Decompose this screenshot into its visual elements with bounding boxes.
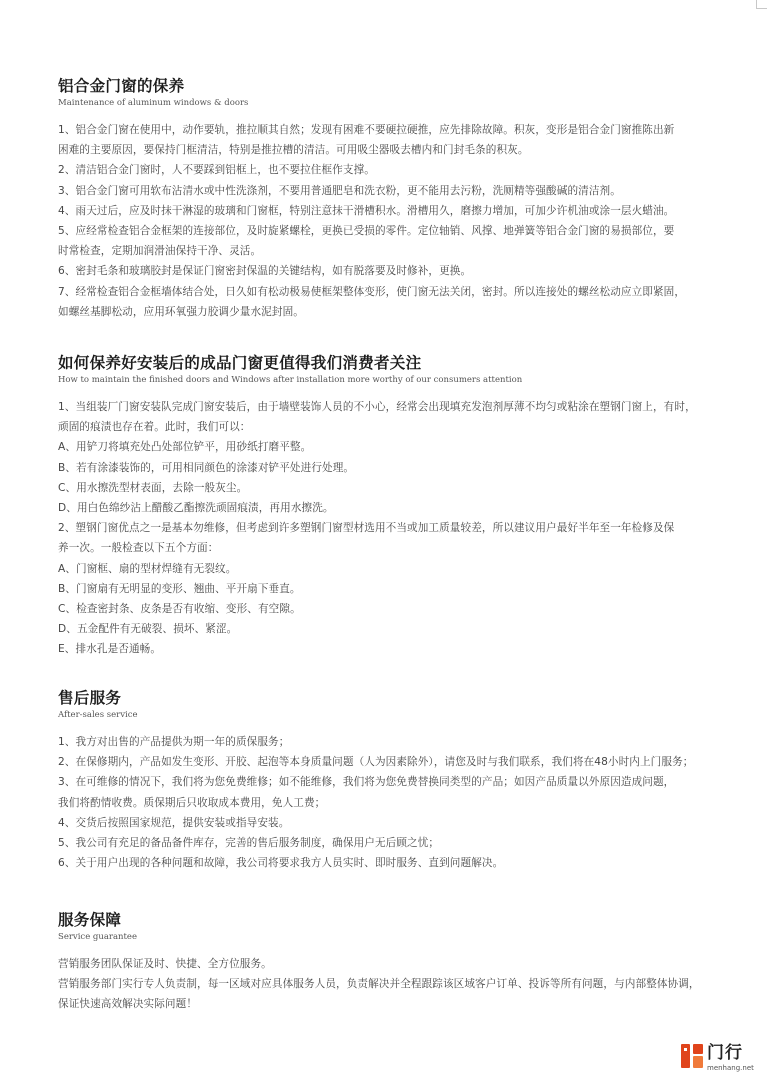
section-subtitle: How to maintain the finished doors and Windows after installation more worthy of our consumers attention: [58, 375, 523, 385]
section-service-guarantee: [58, 911, 715, 1015]
paragraph-line: C、用水擦洗型材表面，去除一般灰尘。: [58, 481, 248, 494]
paragraph-line: 2、塑钢门窗优点之一是基本勿维修，但考虑到许多塑钢门窗型材选用不当或加工质量较差，所以建议用户最好半年至一年检修及保: [58, 522, 675, 535]
paragraph-line: 营销服务部门实行专人负责制，每一区域对应具体服务人员，负责解决并全程跟踪该区域客户订单、投诉等所有问题，与内部整体协调，: [58, 978, 700, 991]
paragraph-line: 5、应经常检查铝合金框架的连接部位，及时旋紧螺栓，更换已受损的零件。定位轴销、风撑、地弹簧等铝合金门窗的易损部位，要: [58, 225, 675, 238]
paragraph-line: 2、清洁铝合金门窗时，人不要踩到铝框上，也不要拉住框作支撑。: [58, 164, 375, 177]
paragraph-line: 5、我公司有充足的备品备件库存，完善的售后服务制度，确保用户无后顾之忧；: [58, 837, 440, 850]
paragraph-line: 如螺丝基脚松动，应用环氧强力胶调少量水泥封固。: [58, 305, 304, 318]
logo-name: 门行: [707, 1043, 743, 1063]
section-title: 服务保障: [58, 911, 122, 929]
page-corner-mark: [756, 0, 767, 9]
paragraph-line: 1、铝合金门窗在使用中，动作要轨，推拉顺其自然；发现有困难不要硬拉硬推，应先排除故障。积灰，变形是铝合金门窗推陈出新: [58, 124, 675, 136]
paragraph-line: 保证快速高效解决实际问题！: [58, 998, 198, 1011]
section-installation-care: [58, 354, 715, 660]
paragraph-line: D、用白色绵纱沾上醋酸乙酯擦洗顽固痕渍，再用水擦洗。: [58, 502, 334, 515]
paragraph-line: 我们将酌情收费。质保期后只收取成本费用，免人工费；: [58, 796, 326, 809]
paragraph-line: B、门窗扇有无明显的变形、翘曲、平开扇下垂直。: [58, 582, 301, 595]
section-title: 如何保养好安装后的成品门窗更值得我们消费者关注: [58, 354, 422, 372]
menhang-logo: [680, 1042, 760, 1076]
paragraph-line: A、门窗框、扇的型材焊缝有无裂纹。: [58, 562, 237, 575]
paragraph-line: E、排水孔是否通畅。: [58, 643, 162, 656]
paragraph-line: D、五金配件有无破裂、损坏、紧涩。: [58, 623, 238, 636]
paragraph-line: C、检查密封条、皮条是否有收缩、变形、有空隙。: [58, 603, 301, 616]
paragraph-line: 时常检查，定期加润滑油保持干净、灵活。: [58, 245, 262, 258]
paragraph-line: 3、在可维修的情况下，我们将为您免费维修；如不能维修，我们将为您免费替换同类型的产品；如因产品质量以外原因造成问题，: [58, 776, 675, 789]
section-after-sales: [58, 689, 715, 873]
section-title: 铝合金门窗的保养: [58, 77, 185, 95]
paragraph-line: B、若有涂漆装饰的，可用相同颜色的涂漆对铲平处进行处理。: [58, 461, 355, 474]
section-title: 售后服务: [58, 689, 122, 707]
paragraph-line: 养一次。一般检查以下五个方面：: [58, 542, 219, 555]
paragraph-line: 4、雨天过后，应及时抹干淋湿的玻璃和门窗框，特别注意抹干滑槽积水。滑槽用久，磨擦力增加，可加少许机油或涂一层火蜡油。: [58, 204, 675, 217]
paragraph-line: 1、我方对出售的产品提供为期一年的质保服务；: [58, 736, 290, 748]
paragraph-line: 6、密封毛条和玻璃胶封是保证门窗密封保温的关键结构，如有脱落要及时修补，更换。: [58, 265, 472, 278]
menhang-logo-icon: [680, 1042, 704, 1070]
paragraph-line: 困难的主要原因，要保持门框清洁，特别是推拉槽的清洁。可用吸尘器吸去槽内和门封毛条的积灰。: [58, 144, 529, 157]
paragraph-line: 1、当组装厂门窗安装队完成门窗安装后，由于墙壁装饰人员的不小心，经常会出现填充发泡剂厚薄不均匀或粘涂在塑钢门窗上，有时，: [58, 401, 696, 413]
section-maintenance: [58, 77, 715, 322]
paragraph-line: 3、铝合金门窗可用软布沾清水或中性洗涤剂，不要用普通肥皂和洗衣粉，更不能用去污粉，洗厕精等强酸碱的清洁剂。: [58, 184, 621, 197]
paragraph-line: A、用铲刀将填充处凸处部位铲平，用砂纸打磨平整。: [58, 441, 312, 454]
section-subtitle: Maintenance of aluminum windows & doors: [58, 98, 249, 108]
logo-url: menhang.net: [707, 1064, 754, 1072]
paragraph-line: 顽固的痕渍也存在着。此时，我们可以：: [58, 421, 251, 434]
paragraph-line: 营销服务团队保证及时、快捷、全方位服务。: [58, 958, 272, 970]
section-subtitle: Service guarantee: [58, 932, 137, 942]
paragraph-line: 6、关于用户出现的各种问题和故障，我公司将要求我方人员实时、即时服务、直到问题解决。: [58, 857, 504, 870]
paragraph-line: 7、经常检查铝合金框墙体结合处，日久如有松动极易使框架整体变形，使门窗无法关闭，密封。所以连接处的螺丝松动应立即紧固，: [58, 285, 686, 298]
section-subtitle: After-sales service: [58, 710, 138, 720]
paragraph-line: 4、交货后按照国家规范，提供安装或指导安装。: [58, 816, 290, 829]
paragraph-line: 2、在保修期内，产品如发生变形、开胶、起泡等本身质量问题（人为因素除外），请您及时与我们联系，我们将在48小时内上门服务；: [58, 756, 694, 769]
